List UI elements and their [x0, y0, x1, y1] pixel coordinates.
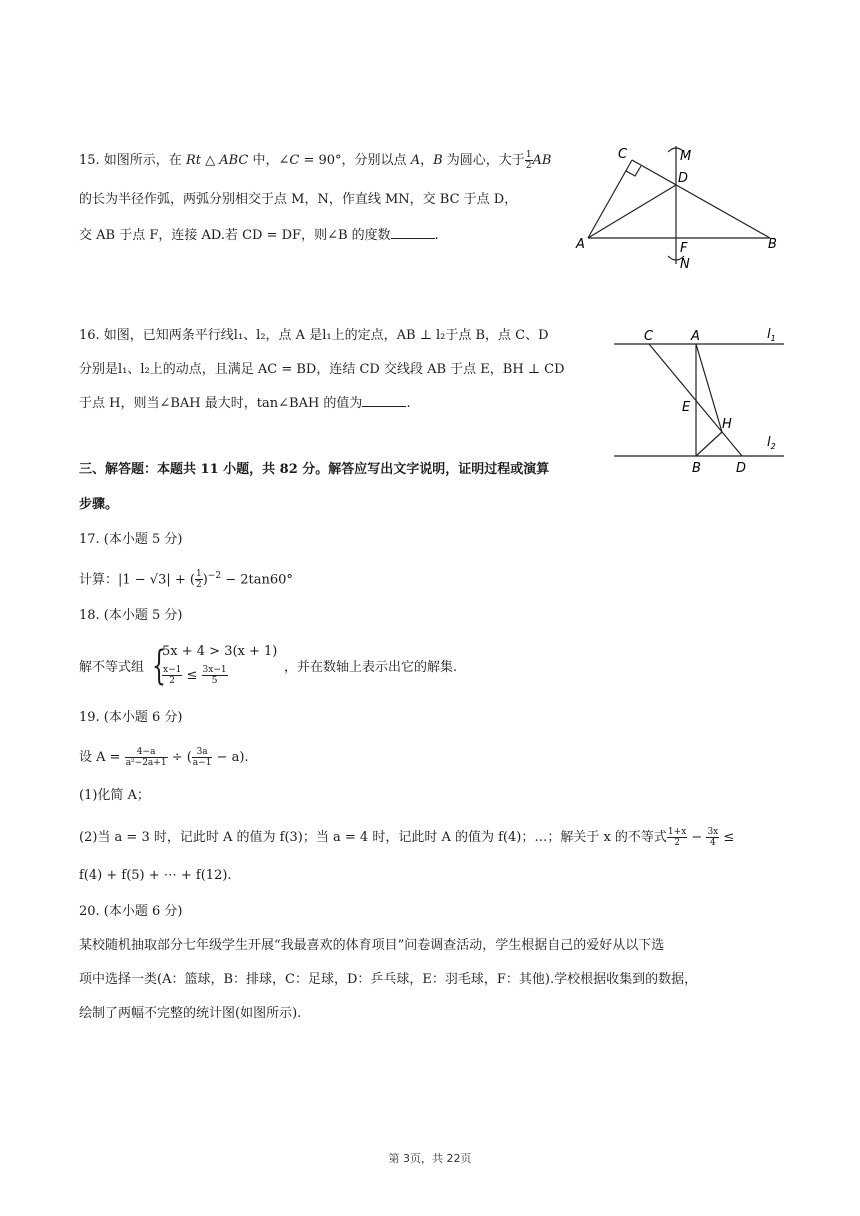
svg-text:H: H: [722, 417, 732, 432]
answer-blank-16: [362, 394, 406, 407]
svg-text:A: A: [691, 329, 700, 344]
q18-inequality-1: 5x + 4 > 3(x + 1): [162, 644, 278, 659]
q18-prefix: 解不等式组: [79, 660, 145, 675]
q17-heading: 17. (本小题 5 分): [79, 532, 183, 547]
q18-heading: 18. (本小题 5 分): [79, 608, 183, 623]
fraction-half: $\frac{1}{2}$: [525, 150, 532, 171]
q19-part-2-cont: f(4) + f(5) + ⋯ + f(12).: [79, 868, 232, 883]
q20-heading: 20. (本小题 6 分): [79, 904, 183, 919]
q16-line-1: 16. 如图，已知两条平行线l₁、l₂，点 A 是l₁上的定点，AB ⊥ l₂于点 B，点 C、D: [79, 328, 549, 343]
q16-line-3: 于点 H，则当∠BAH 最大时，tan∠BAH 的值为 .: [79, 396, 411, 411]
q20-line-1: 某校随机抽取部分七年级学生开展“我最喜欢的体育项目”问卷调查活动，学生根据自己的爱好从以下选: [79, 938, 665, 953]
answer-blank-15: [391, 226, 435, 239]
svg-text:A: A: [576, 237, 585, 252]
q15-line-2: 的长为半径作弧，两弧分别相交于点 M，N，作直线 MN，交 BC 于点 D，: [79, 192, 518, 207]
svg-text:l1: $l_1$: [767, 327, 776, 343]
q15-line-3: 交 AB 于点 F，连接 AD.若 CD = DF，则∠B 的度数 .: [79, 228, 439, 243]
page-footer: 第 3页，共 22页: [388, 1152, 472, 1165]
svg-text:D: D: [736, 461, 747, 476]
q18-inequality-2: $\frac{x-1}{2}$ ≤ $\frac{3x-1}{5}$: [163, 665, 227, 686]
svg-text:F: F: [680, 241, 688, 256]
figure-16-parallel-lines: [612, 322, 792, 478]
section-3-heading-cont: 步骤。: [79, 497, 119, 512]
q16-line-2: 分别是l₁、l₂上的动点，且满足 AC = BD，连结 CD 交线段 AB 于点 E，BH ⊥ CD: [79, 362, 565, 377]
q20-line-2: 项中选择一类(A：篮球，B：排球，C：足球，D：乒乓球，E：羽毛球，F：其他).学校根据收集到的数据，: [79, 972, 698, 987]
svg-text:D: D: [678, 171, 689, 186]
q20-line-3: 绘制了两幅不完整的统计图(如图所示).: [79, 1006, 302, 1021]
svg-text:B: B: [768, 237, 777, 252]
svg-text:l2: $l_2$: [767, 435, 776, 451]
svg-text:B: B: [692, 461, 701, 476]
q19-definition: 设 A = $\frac{4-a}{\text{a²−2a+1}}$ ÷ ( $\frac{3a}{a-1}$ − a).: [79, 747, 249, 768]
section-3-heading: 三、解答题：本题共 11 小题，共 82 分。解答应写出文字说明，证明过程或演算: [79, 462, 550, 477]
q19-heading: 19. (本小题 6 分): [79, 710, 183, 725]
svg-text:N: N: [680, 257, 690, 272]
svg-text:C: C: [644, 329, 654, 344]
svg-text:M: M: [680, 149, 692, 164]
q19-part-1: (1)化简 A；: [79, 788, 150, 803]
q19-part-2: (2)当 a = 3 时，记此时 A 的值为 f(3)；当 a = 4 时，记此时 A 的值为 f(4)；…；解关于 x 的不等式 $\frac{1+x}{2}$ − $\frac{3x}{4}$ ≤: [79, 827, 735, 848]
system-brace: {: [152, 643, 166, 689]
figure-15-triangle: [574, 140, 784, 275]
svg-text:C: C: [618, 147, 628, 162]
q17-expression: 计算：|1 − √3| + ( $\frac{1}{2}$ )$^{-2}$ − 2tan60°: [79, 569, 293, 591]
svg-text:E: E: [682, 400, 691, 415]
q18-suffix: ，并在数轴上表示出它的解集.: [284, 660, 458, 675]
q15-line-1: 15. 如图所示，在 Rt △ ABC 中，∠C = 90°，分别以点 A，B 为圆心，大于 $\frac{1}{2}$ AB: [79, 150, 552, 171]
